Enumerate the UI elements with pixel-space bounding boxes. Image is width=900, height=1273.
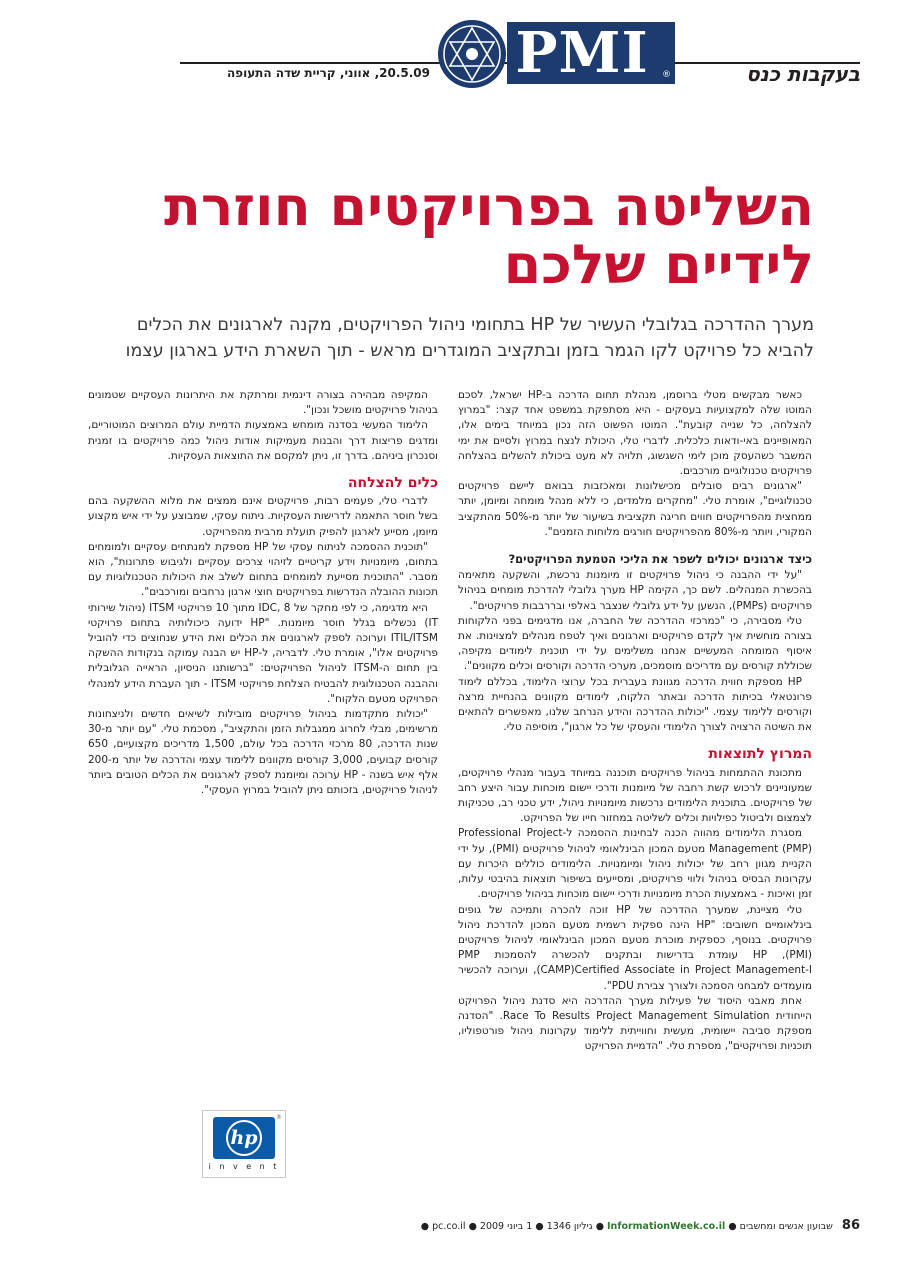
section-title: בעקבות כנס [746, 62, 860, 86]
hp-logo-icon: hp [226, 1120, 262, 1156]
bullet-icon: ● [595, 1221, 604, 1232]
paragraph: כאשר מבקשים מטלי ברוסמן, מנהלת תחום הדרכה ב-HP ישראל, לסכם המוטו שלה למקצועיות בעסקים - היא מסתפקת במשפט אחד קצר: "במרוץ להצלחה, כל שנייה קובעת". המוטו הפשוט הזה נכון במיוחד בימים אלו, המאופיינים באי-ודאות כלכלית. לדברי טלי, היכולת לנצח במרוץ ולסיים את ימי המשבר כשהעסק מוכן לימי השגשוג, תלויה לא מעט ביכולת להשלים בהצלחה פרויקטים טכנולוגיים מורכבים. [458, 389, 812, 478]
publication-name: שבועון אנשים ומחשבים [739, 1221, 833, 1232]
page-footer [404, 1218, 860, 1233]
paragraph: "יכולות מתקדמות בניהול פרויקטים מובילות לשיאים חדשים ולניצחונות מרשימים, מבלי לחרוג ממגבלות הזמן והתקציב", מסכמת טלי. "עם יותר מ-30 שנות הדרכה, 80 מרכזי הדרכה בכל עולם, 1,500 מדריכים מקצועיים, 650 קורסים קבועים, 3,000 קורסים מקוונים ללימוד עצמי והדרכה של יותר מ-200 אלף איש בשנה - HP ערוכה ומיומנת לספק לארגונים את הכלים הטובים ביותר לניהול פרויקטים, בזכותם ניתן להוביל במרוץ העסקי". [88, 708, 438, 797]
event-venue-date: 20.5.09, אווני, קריית שדה התעופה [226, 66, 430, 80]
pmi-star-logo-icon [436, 18, 508, 90]
paragraph: היא מדגימה, כי לפי מחקר של IDC, 8 מתוך 10 פרויקטי ITSM (ניהול שירותי IT) נכשלים בגלל חוסר מיומנות. "HP ידועה כיכולותיה בתחום פרויקטי ITIL/ITSM וערוכה לספק לארגונים את הכלים ואת הידע שנחוצים כדי להוביל פרויקטים אלו", אומרת טלי. לדבריה, ל-HP יש הבנה עמוקה בנקודות ההשקה בין תחום ה-ITSM לניהול הפרויקטים: "ברשותנו הניסיון, הראייה הגלובלית וההבנה הטכנולוגית להבטיח הצלחת פרויקטי ITSM - תוך העברת הידע למנהלי הפרויקט מטעם הלקוח". [88, 601, 439, 705]
hp-logo [213, 1117, 275, 1159]
bullet-icon: ● [420, 1221, 430, 1232]
paragraph: טלי מציינת, שמערך ההדרכה של HP זוכה להכרה ותמיכה של גופים בינלאומיים חשובים: "HP הינה ספקית רשמית מטעם המכון להדרכת ניהול פרויקטים. בנוסף, כספקית מוכרת מטעם המכון הבינלאומי לניהול פרויקטים (PMI), HP עומדת בדרישות ובתקנים להכשרה להסמכות PMP (CAMP)Certified Associate in Project Management-I, וערוכה להכשיר מועמדים למבחני הסמכה ולצורך צבירת PDU". [458, 903, 812, 992]
paragraph: אחת מאבני היסוד של פעילות מערך ההדרכה היא סדנת ניהול הפרויקט הייחודית Race To Results Project Management Simulation. "הסדנה מספקת סביבה יישומית, מעשית וחווייתית ללימוד עקרונות ניהול פורטפוליו, תוכניות ופרויקטים", מספרת טלי. "הדמיית הפרויקט [458, 994, 812, 1053]
paragraph: מתכונת ההתמחות בניהול פרויקטים תוכננה במיוחד בעבור מנהלי פרויקטים, שמעוניינים לרכוש קשת רחבה של מיומנות ודרכי יישום מוכחות עבור היצע רחב של פרויקטים. בתוכנית הלימודים נרכשות מיומנויות ניהול, ידע טכני רב, טכניקות לצמצום ולביטול כפילויות וכלים לשליטה במחזור חייו של הפרויקט. [458, 766, 812, 825]
bullet-icon: ● [468, 1221, 477, 1232]
registered-mark: ® [276, 1114, 282, 1121]
article-column-left [88, 388, 438, 798]
hp-tagline: i n v e n t [208, 1162, 280, 1171]
article-headline [94, 175, 814, 296]
paragraph: טלי מסבירה, כי "כמרכזי ההדרכה של החברה, אנו מדגימים בפני הלקוחות בצורה מוחשית איך לקדם פרויקטים וארגונים ואיך לטפח מנהלים למצוינות. את איסוף המומחה המעשיים אנחנו משלימים על ידי תוכנית לימודים מקיפה, שכוללת קורסים עם מדריכים מוסמכים, מערכי הדרכה וקורסים וכלים מקוונים". [458, 614, 812, 673]
interview-question: כיצד ארגונים יכולים לשפר את הליכי הטמעת הפרויקטים? [508, 552, 812, 567]
paragraph: הלימוד המעשי בסדנה מומחש באמצעות הדמיית עולם המרוצים המוטוריים, ומדגים פריצות דרך והבנות מעמיקות אודות ניהול כמה פרויקטים בו זמנית וסנכרון ביניהם. בדרך זו, ניתן למקסם את התוצאות העסקיות. [88, 419, 438, 462]
issue-date: 1 ביוני 2009 [479, 1221, 533, 1232]
pmi-logo [507, 22, 675, 84]
paragraph: המקיפה מבהירה בצורה דינמית ומרתקת את היתרונות העסקיים שטמונים בניהול פרויקטים מושכל ונכון". [88, 389, 438, 417]
paragraph: לדברי טלי, פעמים רבות, פרויקטים אינם ממצים את מלוא ההשקעה בהם בשל חוסר התאמה לדרישות העסקיות. ניתוח עסקי, שמבוצע על ידי איש מקצוע מיומן, מסייע לארגון להפיק תועלת מרבית מהפרויקט. [88, 495, 438, 538]
website-link[interactable]: InformationWeek.co.il [607, 1221, 726, 1232]
paragraph: "ארגונים רבים סובלים מכישלונות ומאכזבות בבואם ליישם פרויקטים טכנולוגיים", אומרת טלי. "מחקרים מלמדים, כי ללא מנהל מומחה ומיומן, יותר ממחצית מהפרויקטים חווים חריגה תקציבית בשיעור של יותר מ-50% מהתקציב המקורי, ויותר מ-80% מהפרויקטים חורגים מלוחות הזמנים". [458, 480, 813, 538]
article-subheadline [74, 312, 814, 364]
paragraph: "תוכנית ההסמכה לניתוח עסקי של HP מספקת למנתחים עסקיים ולמומחים בתחום, מיומנויות וידע קריטיים לזיהוי צרכים עסקיים ולגיבוש פתרונות", הוא מסבר. "התוכנית מסייעת למומחים בתחום לשלב את היכולות הטכנולוגיות עם תכונות ההובלה הנדרשות בפרויקטים חוצי ארגון נרחבים ומורכבים". [88, 540, 438, 599]
section-heading: המרוץ לתוצאות [708, 746, 812, 763]
subhead-line-1: מערך ההדרכה בגלובלי העשיר של HP בתחומי ניהול הפרויקטים, מקנה לארגונים את הכלים [136, 315, 814, 335]
page-number: 86 [841, 1218, 860, 1233]
bullet-icon: ● [535, 1221, 544, 1232]
paragraph: HP מספקת חווית הדרכה מגוונת בעברית בכל ערוצי הלימוד, בכללם לימוד פרונטאלי בכיתות הדרכה ובאתר הלקוח, לימודים מקוונים בהנחיית מרצה וקורסים ללימוד עצמי. "יכולות ההדרכה והידע הנרחב שלנו, מאפשרים להתאים את השיטה הרצויה לצורך הלימודי והעסקי של כל ארגון", מוסיפה טלי. [458, 675, 812, 734]
hp-advertisement [202, 1110, 286, 1178]
paragraph: מסגרת הלימודים מהווה הכנה לבחינות ההסמכה ל-Professional Project Management (PMP) מטעם המכון הבינלאומי לניהול פרויקטים (PMI), על ידי הקניית מגוון רחב של יכולות ניהול ומיומנויות. הלימודים כוללים היכרות עם עקרונות הבסיס בניהול ולווי פרויקטים, ומסייעים בשיפור תוצאות בהיבטי עלות, זמן ואיכות - באמצעות הכרת מיומנויות ודרכי יישום מוכחות בניהול פרויקטים. [458, 827, 813, 901]
issue-number: גיליון 1346 [546, 1221, 593, 1232]
paragraph: "על ידי ההבנה כי ניהול פרויקטים זו מיומנות נרכשת, והשקעה מתאימה בהכשרת המנהלים. לשם כך, הקימה HP מערך גלובלי להדרכת מומחים בניהול פרויקטים (PMPs), הנשען על ידע גלובלי שנצבר באלפי ובררבבות פרויקטים". [458, 569, 812, 612]
headline-line-2: לידיים שלכם [503, 233, 814, 296]
subhead-line-2: להביא כל פרויקט לקו הגמר בזמן ובתקציב המוגדרים מראש - תוך השארת הידע בארגון עצמו [125, 341, 814, 361]
bullet-icon: ● [728, 1221, 737, 1232]
article-column-right [458, 388, 812, 1055]
website-link-2[interactable]: pc.co.il [432, 1221, 466, 1232]
headline-line-1: השליטה בפרויקטים חוזרת [164, 175, 814, 238]
section-heading: כלים להצלחה [347, 475, 438, 492]
registered-mark: ® [662, 70, 671, 80]
pmi-logo-text: PMI [515, 20, 649, 86]
